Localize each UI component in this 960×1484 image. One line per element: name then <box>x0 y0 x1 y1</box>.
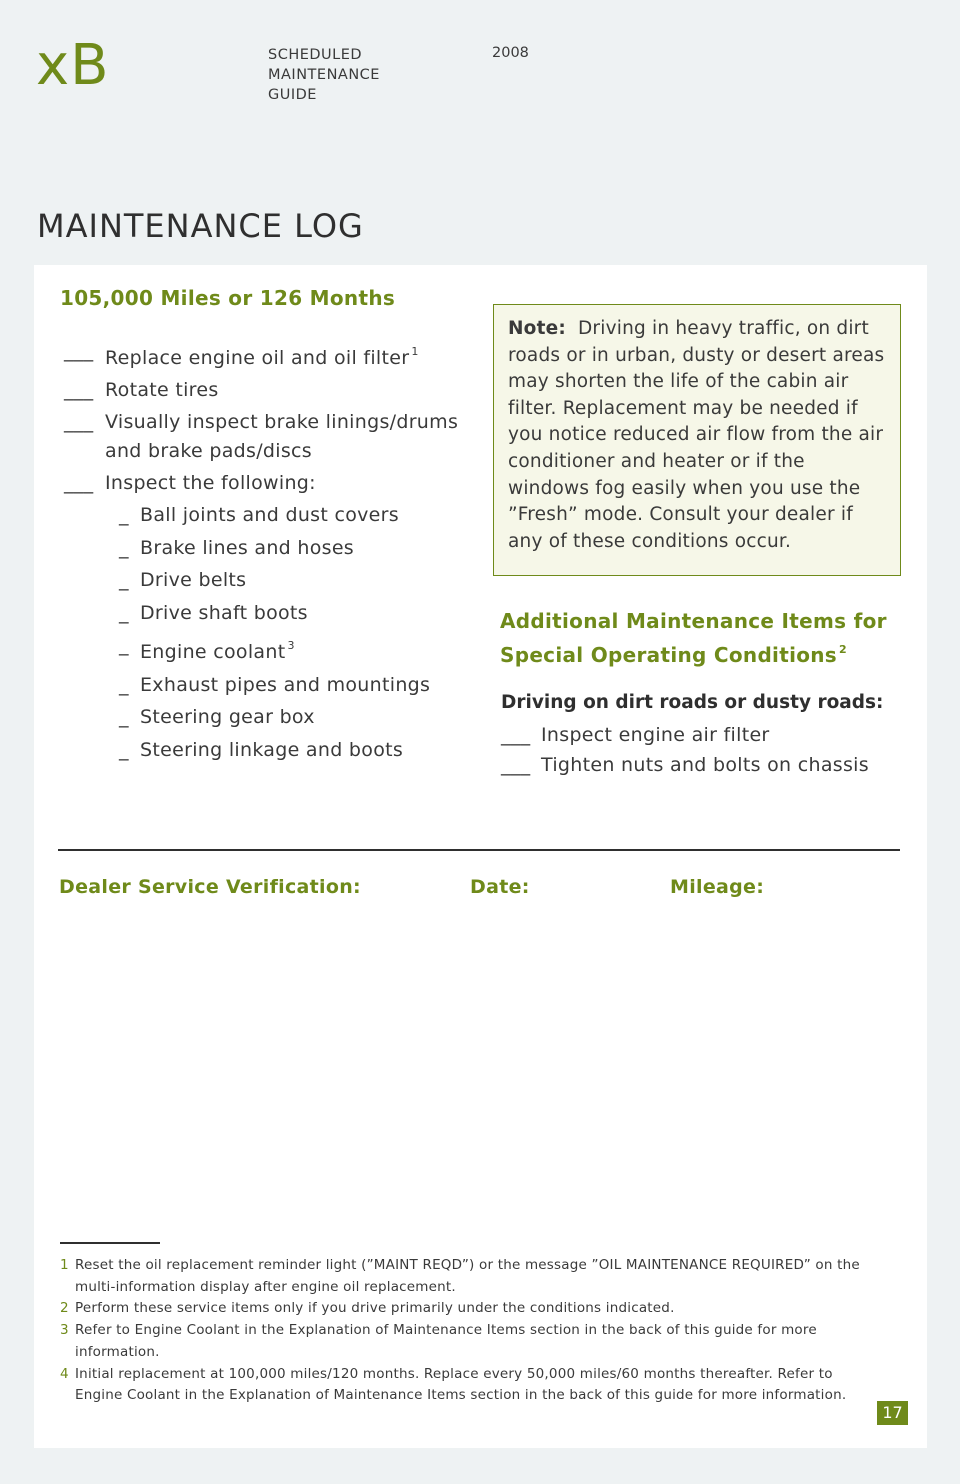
checkbox-blank: ___ <box>64 379 94 401</box>
subitem-dash: _ <box>119 634 129 656</box>
inspection-subitem <box>64 631 484 667</box>
checklist-item-text: Rotate tires <box>105 379 219 401</box>
additional-items-title-text: Additional Maintenance Items for Special Operating Conditions <box>500 609 887 667</box>
footnote-number: 3 <box>60 1322 69 1339</box>
footnotes <box>60 1255 880 1407</box>
inspection-subitem <box>64 534 484 563</box>
checklist-item-text: Inspect the following: <box>105 472 316 494</box>
inspection-subitem <box>64 703 484 732</box>
page-number: 17 <box>877 1401 908 1425</box>
guide-title-line: GUIDE <box>268 87 317 103</box>
footnote-number: 1 <box>60 1257 69 1273</box>
footnote-text: Perform these service items only if you drive primarily under the conditions indicated. <box>75 1300 675 1317</box>
divider <box>58 849 900 851</box>
footnote-text: Refer to Engine Coolant in the Explanation of Maintenance Items section in the back of this guide for more information. <box>75 1322 817 1360</box>
checklist-item-text: Inspect engine air filter <box>541 724 770 746</box>
maintenance-checklist <box>64 337 484 768</box>
subitem-dash: _ <box>119 673 129 696</box>
mileage-label: Mileage: <box>670 876 765 898</box>
checkbox-blank: ___ <box>64 411 94 433</box>
note-label: Note: <box>508 318 566 339</box>
subitem-dash: _ <box>119 536 129 559</box>
subitem-dash: _ <box>119 601 129 624</box>
footnote-ref: 1 <box>411 345 419 358</box>
footnote-text: Reset the oil replacement reminder light (”MAINT REQD”) or the message ”OIL MAINTENANCE REQUIRED” on the multi-information display after engine oil replacement. <box>75 1257 860 1295</box>
footnote-divider <box>60 1242 160 1244</box>
subitem-dash: _ <box>119 706 129 728</box>
checkbox-blank: ___ <box>501 754 531 776</box>
footnote <box>60 1364 880 1407</box>
cabin-filter-note <box>493 304 901 576</box>
footnote-text: Initial replacement at 100,000 miles/120 months. Replace every 50,000 miles/60 months thereafter. Refer to Engine Coolant in the Explanation of Maintenance Items section in the back of this guide for more information. <box>75 1365 847 1404</box>
subitem-text: Engine coolant <box>140 641 286 663</box>
subitem-dash: _ <box>119 738 129 761</box>
checklist-item <box>64 408 484 466</box>
subitem-dash: _ <box>119 569 129 591</box>
inspection-subitem <box>64 599 484 628</box>
checklist-item <box>64 337 484 373</box>
guide-title <box>268 45 380 105</box>
additional-items-title <box>500 607 900 669</box>
inspection-subitem <box>64 736 484 765</box>
checkbox-blank: ___ <box>64 340 94 362</box>
footnote <box>60 1255 880 1298</box>
subitem-text: Drive belts <box>140 569 247 591</box>
checkbox-blank: ___ <box>501 724 531 746</box>
footnote-number: 2 <box>60 1300 69 1317</box>
inspection-subitem <box>64 501 484 530</box>
inspection-subitem <box>64 671 484 700</box>
checklist-item <box>501 750 869 780</box>
inspection-subitem <box>64 566 484 595</box>
model-year: 2008 <box>492 45 529 61</box>
checklist-item <box>501 720 869 750</box>
footnote-number: 4 <box>60 1365 69 1382</box>
checklist-item <box>64 469 484 498</box>
subitem-dash: _ <box>119 504 129 526</box>
brand-logo: xB <box>36 33 110 98</box>
checklist-item-text: Tighten nuts and bolts on chassis <box>541 754 869 776</box>
additional-checklist <box>501 720 869 780</box>
subitem-text: Ball joints and dust covers <box>140 504 399 526</box>
page-title: MAINTENANCE LOG <box>37 207 364 245</box>
checklist-item-text: Visually inspect brake linings/drums and brake pads/discs <box>105 411 459 462</box>
date-label: Date: <box>470 876 530 898</box>
dealer-verification-label: Dealer Service Verification: <box>59 876 361 898</box>
operating-condition: Driving on dirt roads or dusty roads: <box>501 692 884 713</box>
checkbox-blank: ___ <box>64 472 94 494</box>
subitem-text: Brake lines and hoses <box>140 536 355 559</box>
checklist-item <box>64 376 484 405</box>
guide-title-line: SCHEDULED <box>268 47 363 63</box>
checklist-item-text: Replace engine oil and oil filter <box>105 347 410 369</box>
note-text: Driving in heavy traffic, on dirt roads or in urban, dusty or desert areas may shorten the life of the cabin air filter. Replacement may be needed if you notice reduced air flow from the air conditioner and heater or if the windows fog easily when you use the ”Fresh” mode. Consult your dealer if any of these conditions occur. <box>508 318 885 552</box>
subitem-text: Steering linkage and boots <box>140 738 404 761</box>
footnote <box>60 1298 880 1320</box>
footnote <box>60 1320 880 1363</box>
guide-title-line: MAINTENANCE <box>268 67 380 83</box>
footnote-ref: 2 <box>839 642 847 656</box>
footnote-ref: 3 <box>287 639 295 652</box>
subitem-text: Drive shaft boots <box>140 601 308 624</box>
subitem-text: Exhaust pipes and mountings <box>140 673 431 696</box>
interval-title: 105,000 Miles or 126 Months <box>60 286 396 310</box>
subitem-text: Steering gear box <box>140 706 315 728</box>
